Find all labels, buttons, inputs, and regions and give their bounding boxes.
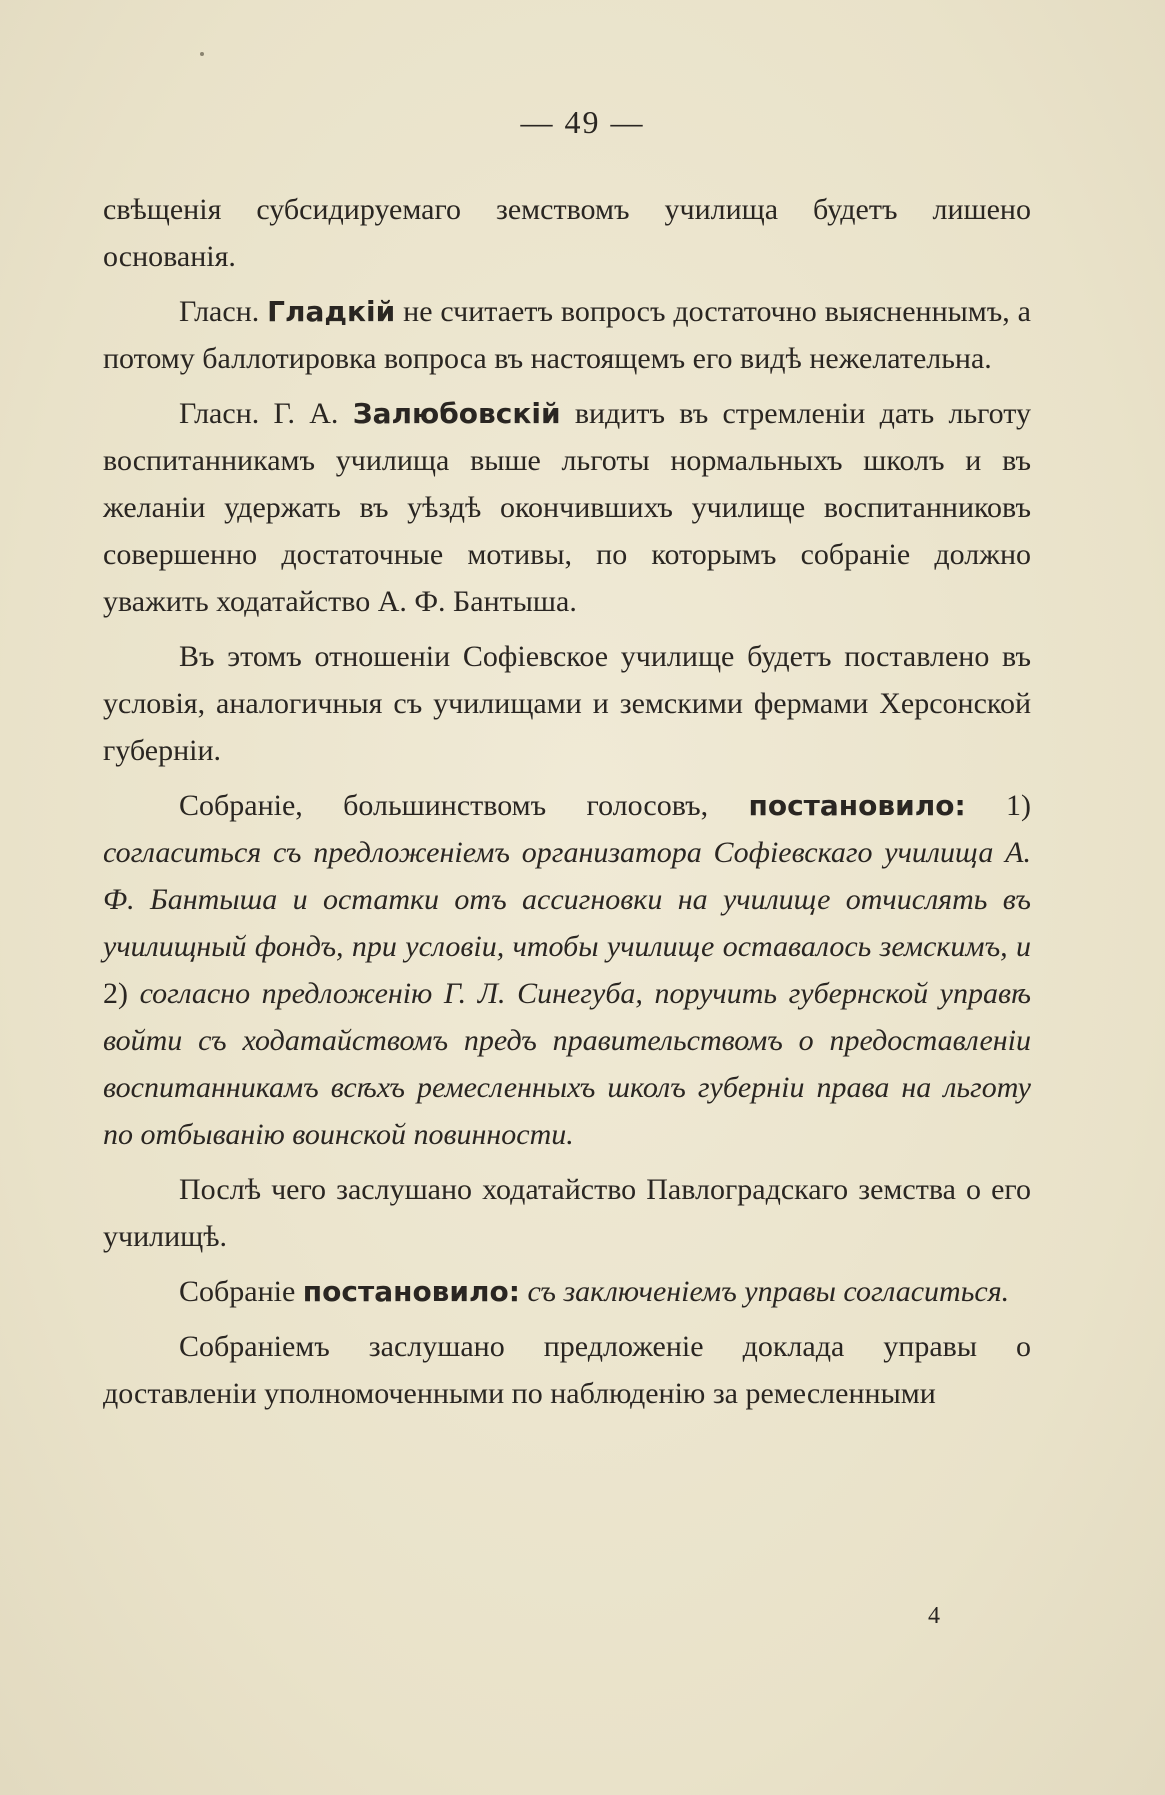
signature-mark: 4: [928, 1603, 940, 1629]
paragraph-3-body: видитъ въ стремленіи дать льготу воспитанникамъ училища выше льготы нормальныхъ школъ и въ желаніи удержать въ уѣздѣ окончившихъ училище воспитанниковъ совершенно достаточные мотивы, по которымъ собраніе должно уважить ходатайство А. Ф. Бантыша.: [103, 397, 1031, 618]
paper-speck: [200, 52, 204, 56]
paragraph-2-body: не считаетъ вопросъ достаточно выясненнымъ, а потому баллотировка вопроса въ настоящемъ его видѣ нежелательна.: [103, 295, 1031, 375]
paragraph-4: Въ этомъ отношеніи Софіевское училище будетъ поставлено въ условія, аналогичныя съ училищами и земскими фермами Херсонской губерніи.: [103, 640, 1031, 767]
resolution-item-1: согласиться съ предложеніемъ организатора Софіевскаго училища А. Ф. Бантыша и остатки отъ ассигновки на училище отчислять въ училищный фондъ, при условіи, чтобы училище оставалось земскимъ, и: [103, 836, 1031, 963]
body-text: [103, 186, 1031, 1425]
paragraph-2: [103, 288, 1031, 382]
paragraph-8: Собраніемъ заслушано предложеніе доклада управы о доставленіи уполномоченными по наблюденію за ремесленными: [103, 1330, 1031, 1410]
paragraph-7-lead: Собраніе: [179, 1275, 303, 1308]
resolution-label-2: постановило:: [302, 1275, 520, 1308]
resolution-label: постановило:: [748, 789, 966, 822]
paragraph-7: [103, 1268, 1031, 1315]
paragraph-5: [103, 782, 1031, 1158]
resolution-item-2: согласно предложенію Г. Л. Синегуба, поручить губернской управѣ войти съ ходатайствомъ предъ правительствомъ о предоставленіи воспитанникамъ всѣхъ ремесленныхъ школъ губерніи права на льготу по отбыванію воинской повинности.: [103, 977, 1031, 1151]
paragraph-3-lead: Гласн. Г. А.: [179, 397, 353, 430]
page-number: — 49 —: [520, 104, 645, 140]
paragraph-5-item1-number: 1): [965, 789, 1031, 822]
paragraph-1: свѣщенія субсидируемаго земствомъ училища будетъ лишено основанія.: [103, 193, 1031, 273]
speaker-name-gladkiy: Гладкій: [267, 295, 396, 328]
paragraph-5-item2-number: 2): [103, 977, 140, 1010]
paragraph-6: Послѣ чего заслушано ходатайство Павлоградскаго земства о его училищѣ.: [103, 1173, 1031, 1253]
paragraph-3: [103, 390, 1031, 625]
speaker-name-zalyubovskiy: Залюбовскій: [352, 397, 561, 430]
paragraph-5-lead: Собраніе, большинствомъ голосовъ,: [179, 789, 749, 822]
paragraph-2-lead: Гласн.: [179, 295, 268, 328]
resolution-text-2: съ заключеніемъ управы согласиться.: [519, 1275, 1010, 1308]
